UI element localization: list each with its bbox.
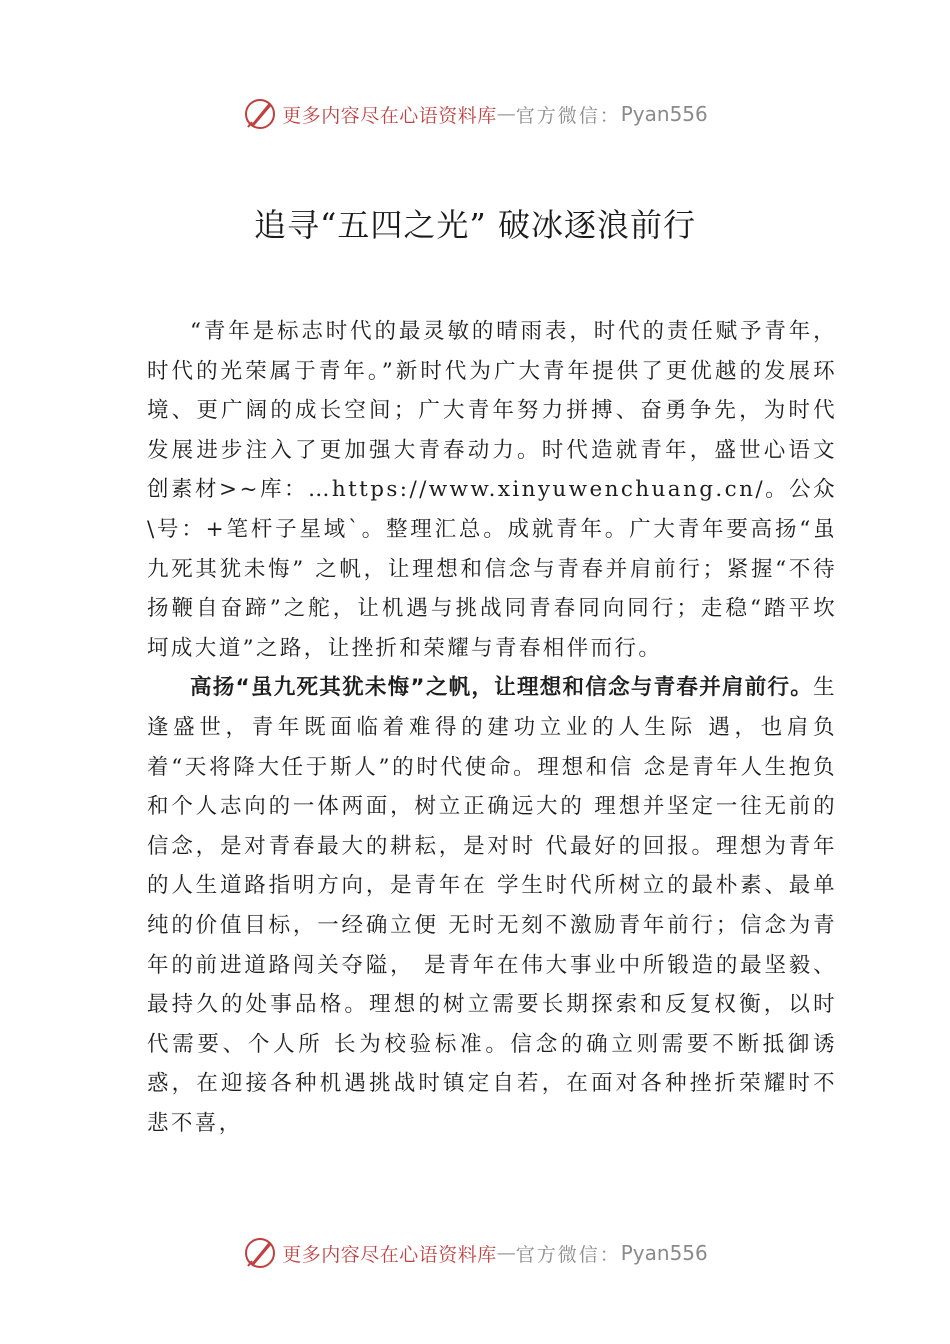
banner-wechat-label: 官方微信： bbox=[515, 104, 621, 127]
document-body bbox=[147, 312, 837, 1143]
header-banner bbox=[0, 94, 950, 134]
quill-pen-logo-icon bbox=[242, 1235, 278, 1271]
banner-wechat-id: Pyan556 bbox=[620, 102, 708, 126]
banner-red-text: 更多内容尽在心语资料库 bbox=[282, 104, 497, 127]
paragraph-section-1 bbox=[147, 668, 837, 1143]
banner-red-text: 更多内容尽在心语资料库 bbox=[282, 1243, 497, 1266]
page-title: 追寻“五四之光” 破冰逐浪前行 bbox=[254, 206, 696, 244]
footer-banner bbox=[0, 1233, 950, 1273]
banner-wechat-id: Pyan556 bbox=[620, 1241, 708, 1265]
banner-wechat-label: 官方微信： bbox=[515, 1243, 621, 1266]
banner-dash: — bbox=[496, 1242, 516, 1264]
paragraph-intro: “青年是标志时代的最灵敏的晴雨表，时代的责任赋予青年，时代的光荣属于青年。”新时代为广大青年提供了更优越的发展环境、更广阔的成长空间；广大青年努力拼搏、奋勇争先，为时代发展进步注入了更加强大青春动力。时代造就青年，盛世心语文创素材>~库：…https://www.xinyuwenchuang.cn/。公众\号：+笔杆子星域`。整理汇总。成就青年。广大青年要高扬“虽九死其犹未悔” 之帆，让理想和信念与青春并肩前行；紧握“不待扬鞭自奋蹄”之舵，让机遇与挑战同青春同向同行；走稳“踏平坎坷成大道”之路，让挫折和荣耀与青春相伴而行。 bbox=[147, 319, 837, 661]
quill-pen-logo-icon bbox=[242, 96, 278, 132]
banner-dash: — bbox=[496, 103, 516, 125]
section-body: 生逢盛世，青年既面临着难得的建功立业的人生际 遇，也肩负着“天将降大任于斯人”的时代使命。理想和信 念是青年人生抱负和个人志向的一体两面，树立正确远大的 理想并坚定一往无前的信念，是对青春最大的耕耘，是对时 代最好的回报。理想为青年的人生道路指明方向，是青年在 学生时代所树立的最朴素、最单纯的价值目标，一经确立便 无时无刻不激励青年前行；信念为青年的前进道路闯关夺隘， 是青年在伟大事业中所锻造的最坚毅、最持久的处事品格。理想的树立需要长期探索和反复权衡，以时代需要、个人所 长为校验标准。信念的确立则需要不断抵御诱惑，在迎接各种机遇挑战时镇定自若，在面对各种挫折荣耀时不悲不喜， bbox=[147, 675, 837, 1136]
section-heading: 高扬“虽九死其犹未悔”之帆，让理想和信念与青春并肩前行。 bbox=[190, 675, 814, 701]
